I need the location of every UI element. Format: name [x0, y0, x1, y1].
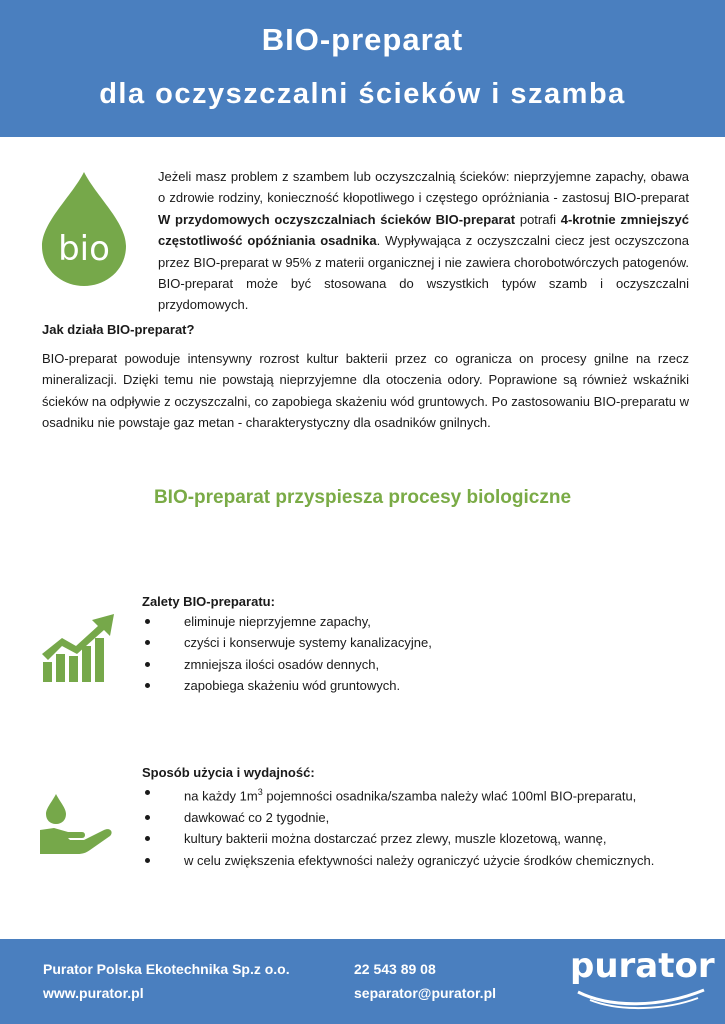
wave-icon: [570, 986, 710, 1010]
growth-chart-icon: [40, 614, 116, 684]
list-item: dawkować co 2 tygodnie,: [142, 807, 702, 828]
page-subtitle: dla oczyszczalni ścieków i szamba: [99, 78, 626, 110]
list-item: czyści i konserwuje systemy kanalizacyjne,: [142, 632, 702, 653]
usage-title: Sposób użycia i wydajność:: [142, 765, 315, 780]
list-item: eliminuje nieprzyjemne zapachy,: [142, 611, 702, 632]
company-name: Purator Polska Ekotechnika Sp.z o.o.: [43, 961, 290, 977]
email-link[interactable]: separator@purator.pl: [354, 985, 497, 1001]
list-item: zmniejsza ilości osadów dennych,: [142, 654, 702, 675]
bio-drop-icon: [38, 170, 130, 288]
header-banner: [0, 0, 725, 137]
usage-block: [142, 765, 702, 871]
advantages-block: [142, 594, 702, 697]
phone-number: 22 543 89 08: [354, 961, 436, 977]
list-item: kultury bakterii można dostarczać przez zlewy, muszle klozetową, wannę,: [142, 828, 702, 849]
how-paragraph: BIO-preparat powoduje intensywny rozrost kultur bakterii przez co ogranicza on procesy gnilne na rzecz mineralizacji. Dzięki temu nie powstają nieprzyjemne dla otoczenia odory. Poprawione są również wskaźniki ścieków na odpływie z oczyszczalni, co zapobiega skażeniu wód gruntowych. Po zastosowaniu BIO-preparatu w osadniku nie powstaje gaz metan - charakterystyczny dla osadników gnilnych.: [42, 351, 689, 431]
how-heading: Jak działa BIO-preparat?: [42, 322, 195, 337]
logo-text: purator: [570, 946, 715, 986]
list-item: w celu zwiększenia efektywności należy ograniczyć użycie środków chemicznych.: [142, 850, 702, 871]
usage-list: [142, 782, 702, 871]
website-link[interactable]: www.purator.pl: [43, 985, 144, 1001]
advantages-list: [142, 611, 702, 697]
hand-drop-icon: [38, 794, 120, 856]
purator-logo: [570, 946, 715, 1012]
section-heading: BIO-preparat przyspiesza procesy biologiczne: [153, 487, 572, 508]
intro-paragraph: Jeżeli masz problem z szambem lub oczyszczalnią ścieków: nieprzyjemne zapachy, obawa o zdrowie rodziny, konieczność kłopotliwego i częstego opróżniania - zastosuj BIO-preparat W przydomowych oczyszczalniach ścieków BIO-preparat potrafi 4-krotnie zmniejszyć częstotliwość opóźniania osadnika. Wypływająca z oczyszczalni ciecz jest oczyszczona przez BIO-preparat w 95% z materii organicznej i nie zawiera chorobotwórczych patogenów. BIO-preparat może być stosowana do wszystkich typów szamb i oczyszczalni przydomowych.: [158, 169, 690, 313]
advantages-title: Zalety BIO-preparatu:: [142, 594, 275, 609]
page-title: BIO-preparat: [261, 22, 464, 57]
list-item: na każdy $1m^3$ pojemności osadnika/szamba należy wlać 100ml BIO-preparatu,: [142, 782, 702, 807]
bio-drop-label: bio: [58, 229, 110, 269]
list-item: zapobiega skażeniu wód gruntowych.: [142, 675, 702, 696]
